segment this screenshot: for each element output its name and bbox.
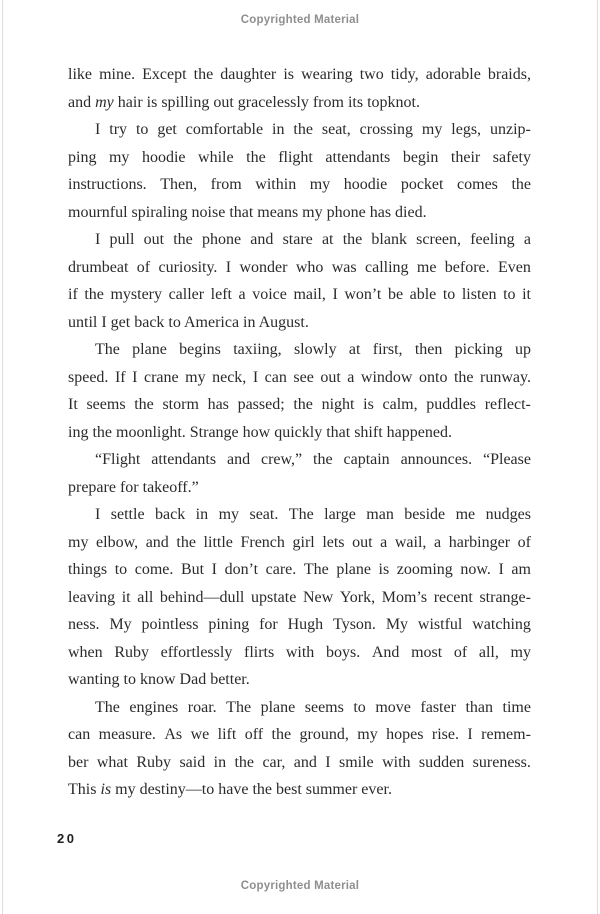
text-line: I pull out the phone and stare at the blank screen, feeling a [95, 231, 531, 248]
text-line: my elbow, and the little French girl lets out a wail, a harbinger of [68, 533, 531, 551]
text-line: ber what Ruby said in the car, and I smile with sudden sureness. [68, 753, 531, 771]
footer-copyright-notice: Copyrighted Material [240, 880, 360, 892]
text-line: I try to get comfortable in the seat, crossing my legs, unzip- [95, 121, 531, 138]
text-line: until I get back to America in August. [68, 313, 309, 331]
text-line: if the mystery caller left a voice mail, I won’t be able to listen to it [68, 286, 531, 303]
text-line: leaving it all behind—dull upstate New York, Mom’s recent strange- [68, 588, 531, 606]
text-line: can measure. As we lift off the ground, my hopes rise. I remem- [68, 726, 531, 743]
text-line: instructions. Then, from within my hoodie pocket comes the [68, 176, 531, 193]
text-line: The plane begins taxiing, slowly at first, then picking up [95, 341, 531, 358]
header-copyright-notice: Copyrighted Material [240, 14, 360, 26]
text-line: and my hair is spilling out gracelessly from its topknot. [68, 93, 420, 111]
text-line: I settle back in my seat. The large man beside me nudges [95, 506, 531, 523]
text-line: wanting to know Dad better. [68, 671, 250, 688]
text-line: when Ruby effortlessly flirts with boys. And most of all, my [68, 643, 531, 661]
text-line: speed. If I crane my neck, I can see out a window onto the runway. [68, 368, 531, 386]
text-line: “Flight attendants and crew,” the captain announces. “Please [95, 451, 531, 468]
text-line: prepare for takeoff.” [68, 478, 199, 496]
text-line: The engines roar. The plane seems to move faster than time [95, 698, 531, 716]
text-line: ness. My pointless pining for Hugh Tyson. My wistful watching [68, 616, 531, 633]
text-line: like mine. Except the daughter is wearing two tidy, adorable braids, [68, 66, 531, 83]
text-line: ping my hoodie while the flight attendants begin their safety [68, 148, 531, 166]
text-line: things to come. But I don’t care. The plane is zooming now. I am [68, 561, 531, 578]
text-line: This is my destiny—to have the best summer ever. [68, 781, 392, 798]
right-page-edge-line [597, 0, 598, 914]
text-line: drumbeat of curiosity. I wonder who was calling me before. Even [68, 258, 531, 276]
text-line: It seems the storm has passed; the night is calm, puddles reflect- [68, 396, 531, 413]
text-line: ing the moonlight. Strange how quickly that shift happened. [68, 423, 452, 441]
body-text [68, 61, 531, 804]
page-number: 20 [57, 831, 77, 846]
text-line: mournful spiraling noise that means my phone has died. [68, 203, 427, 221]
left-page-edge-line [2, 0, 3, 914]
